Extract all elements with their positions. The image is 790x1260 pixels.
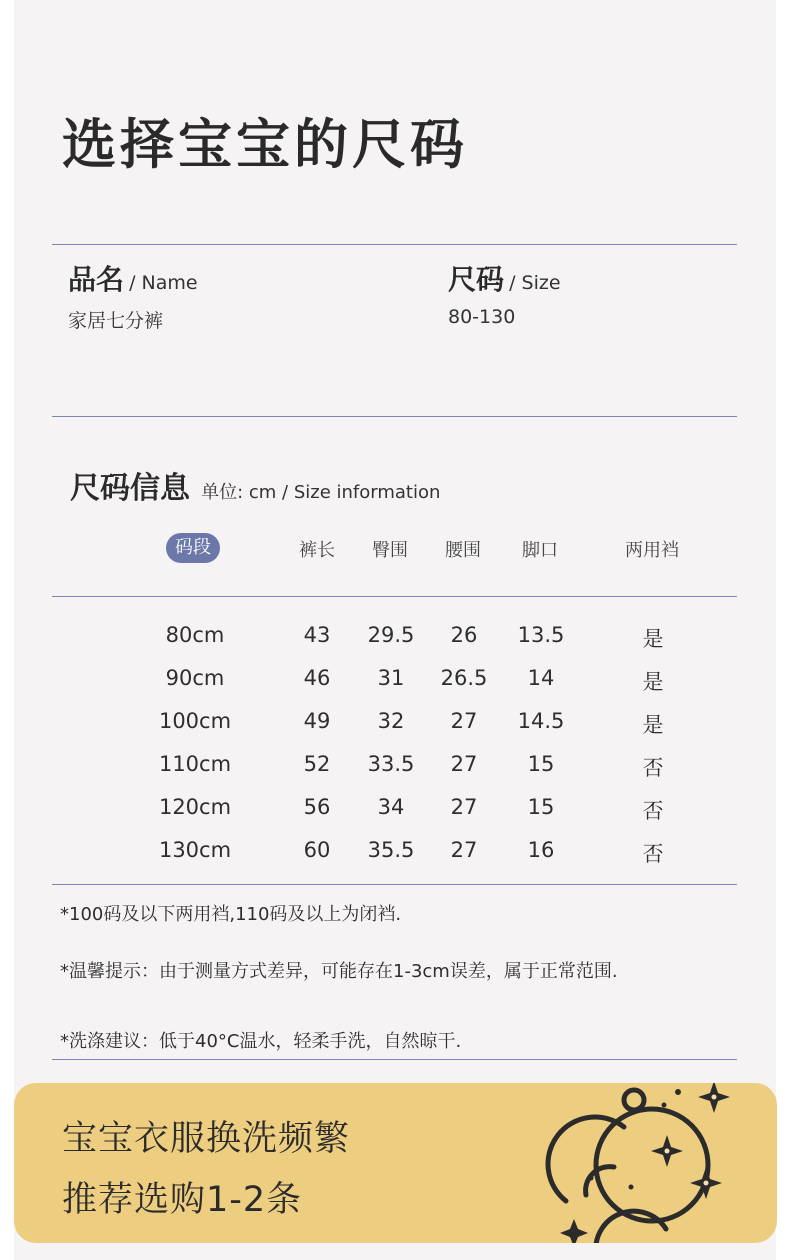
cell-waist: 27: [450, 709, 478, 733]
cell-dual-crotch: 否: [642, 756, 664, 780]
cell-size: 80cm: [165, 623, 225, 647]
cell-size: 110cm: [158, 752, 232, 776]
cell-dual-crotch: 是: [642, 670, 664, 694]
cell-dual-crotch: 否: [642, 799, 664, 823]
name-label-en: / Name: [129, 272, 198, 294]
note-crotch: *100码及以下两用裆,110码及以上为闭裆.: [60, 904, 402, 925]
size-section-title: 尺码信息: [70, 471, 190, 506]
note-measurement: *温馨提示：由于测量方式差异，可能存在1-3cm误差，属于正常范围.: [60, 961, 618, 982]
divider: [52, 244, 737, 245]
cell-dual-crotch: 否: [642, 842, 664, 866]
table-row: [0, 623, 790, 666]
cell-length: 43: [303, 623, 331, 647]
table-row: [0, 795, 790, 838]
size-section-heading: [70, 463, 440, 507]
name-label-cn: 品名: [68, 263, 125, 296]
cell-size: 120cm: [158, 795, 232, 819]
table-header-hip: 臀围: [372, 540, 408, 561]
cell-hip: 34: [377, 795, 405, 819]
page-title: 选择宝宝的尺码: [62, 113, 468, 176]
cell-length: 60: [303, 838, 331, 862]
cell-leg-opening: 15: [527, 795, 555, 819]
cell-length: 56: [303, 795, 331, 819]
cell-waist: 27: [450, 838, 478, 862]
cell-hip: 33.5: [367, 752, 415, 776]
banner-line-2: 推荐选购1-2条: [62, 1180, 303, 1220]
table-header-length: 裤长: [299, 540, 335, 561]
divider: [52, 884, 737, 885]
table-header-waist: 腰围: [445, 540, 481, 561]
cell-size: 130cm: [158, 838, 232, 862]
cell-size: 90cm: [165, 666, 225, 690]
divider: [52, 596, 737, 597]
cell-length: 46: [303, 666, 331, 690]
cell-hip: 32: [377, 709, 405, 733]
table-header-dual-crotch: 两用裆: [625, 540, 679, 561]
note-washing: *洗涤建议：低于40°C温水，轻柔手洗，自然晾干.: [60, 1031, 462, 1052]
cell-waist: 27: [450, 752, 478, 776]
size-label-en: / Size: [509, 272, 561, 294]
cell-leg-opening: 14: [527, 666, 555, 690]
table-row: [0, 666, 790, 709]
cell-dual-crotch: 是: [642, 627, 664, 651]
cell-hip: 29.5: [367, 623, 415, 647]
table-row: [0, 709, 790, 752]
cell-waist: 26: [450, 623, 478, 647]
name-value: 家居七分裤: [68, 310, 164, 332]
cell-leg-opening: 16: [527, 838, 555, 862]
size-section-unit: 单位: cm / Size information: [201, 482, 441, 503]
cell-length: 49: [303, 709, 331, 733]
bubbles-sparkle-icon: [534, 1083, 777, 1243]
cell-length: 52: [303, 752, 331, 776]
name-label: [68, 258, 198, 298]
size-label-cn: 尺码: [448, 263, 505, 296]
table-header-leg-opening: 脚口: [522, 540, 558, 561]
cell-dual-crotch: 是: [642, 713, 664, 737]
divider: [52, 416, 737, 417]
divider: [52, 1059, 737, 1060]
cell-leg-opening: 15: [527, 752, 555, 776]
cell-leg-opening: 14.5: [517, 709, 565, 733]
cell-waist: 27: [450, 795, 478, 819]
table-row: [0, 752, 790, 795]
size-label: [448, 258, 561, 298]
recommendation-banner: [14, 1083, 777, 1243]
banner-line-1: 宝宝衣服换洗频繁: [62, 1119, 351, 1159]
table-header-size: 码段: [166, 533, 220, 563]
cell-size: 100cm: [158, 709, 232, 733]
cell-leg-opening: 13.5: [517, 623, 565, 647]
cell-hip: 31: [377, 666, 405, 690]
cell-hip: 35.5: [367, 838, 415, 862]
cell-waist: 26.5: [440, 666, 488, 690]
size-value: 80-130: [448, 306, 516, 328]
table-row: [0, 838, 790, 881]
